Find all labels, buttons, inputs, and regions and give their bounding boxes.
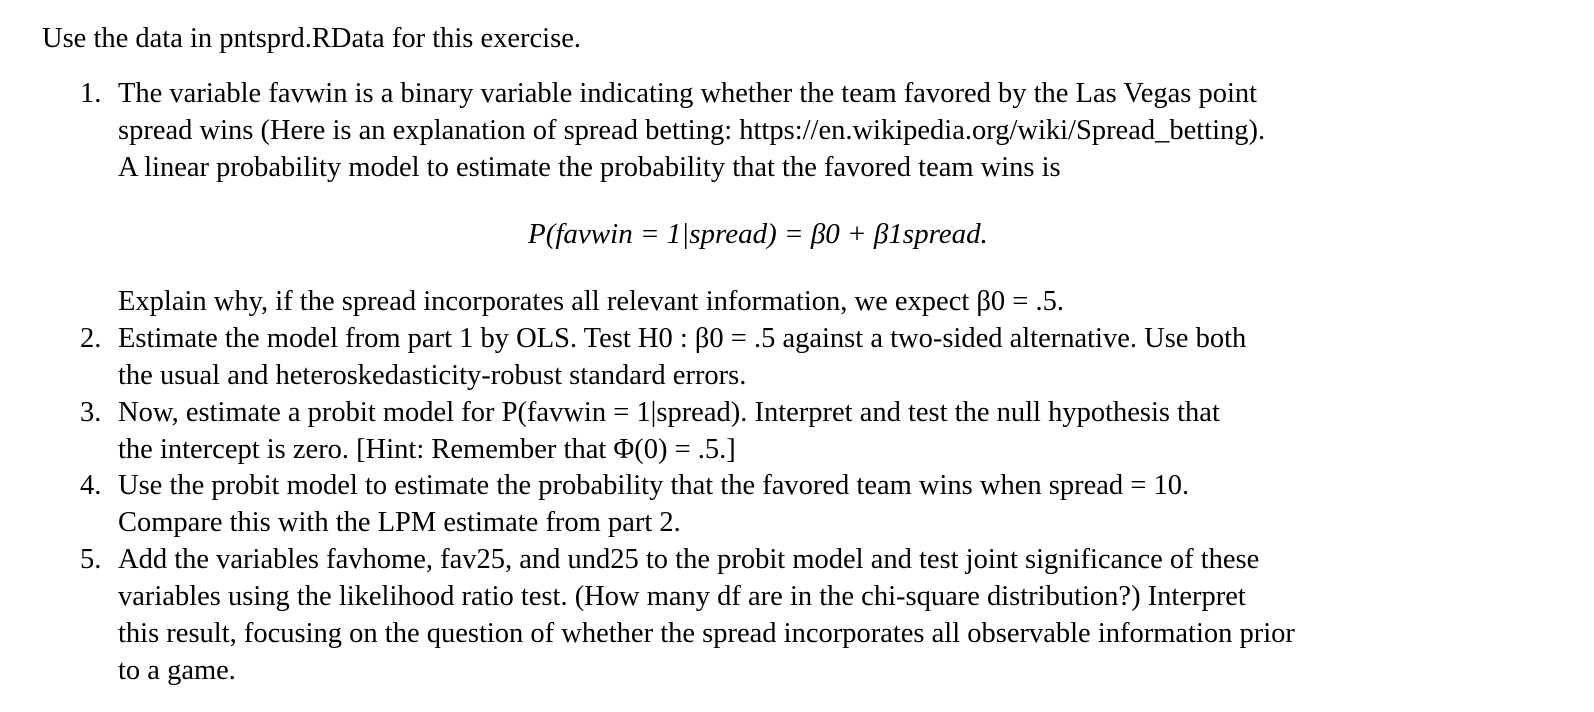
item-5-line-2: variables using the likelihood ratio test. (How many df are in the chi-square distribution?) Interpret: [118, 581, 1246, 612]
item-2-line-2: the usual and heteroskedasticity-robust standard errors.: [118, 360, 747, 391]
item-4-line-1: Use the probit model to estimate the probability that the favored team wins when spread = 10.: [118, 470, 1190, 501]
item-number-4: 4.: [80, 470, 102, 501]
item-3-line-1: Now, estimate a probit model for P(favwin = 1|spread). Interpret and test the null hypothesis that: [118, 397, 1220, 428]
item-2-line-1: Estimate the model from part 1 by OLS. Test H0 : β0 = .5 against a two-sided alternative. Use both: [118, 323, 1247, 354]
item-number-1: 1.: [80, 78, 102, 109]
item-5-line-4: to a game.: [118, 655, 236, 686]
item-4-line-2: Compare this with the LPM estimate from part 2.: [118, 507, 681, 538]
item-3-line-2: the intercept is zero. [Hint: Remember that Φ(0) = .5.]: [118, 434, 736, 465]
item-5-line-1: Add the variables favhome, fav25, and und25 to the probit model and test joint significance of these: [118, 544, 1260, 575]
item-1-line-1: The variable favwin is a binary variable indicating whether the team favored by the Las Vegas point: [118, 78, 1258, 109]
item-number-2: 2.: [80, 323, 102, 354]
item-1-equation: P(favwin = 1|spread) = β0 + β1spread.: [528, 218, 988, 250]
intro-text: Use the data in pntsprd.RData for this exercise.: [42, 23, 581, 54]
item-1-after-text: Explain why, if the spread incorporates all relevant information, we expect β0 = .5.: [118, 286, 1064, 317]
item-number-5: 5.: [80, 544, 102, 575]
item-5-line-3: this result, focusing on the question of whether the spread incorporates all observable information prior: [118, 618, 1295, 649]
item-1-line-2: spread wins (Here is an explanation of spread betting: https://en.wikipedia.org/wiki/Spread_betting).: [118, 115, 1266, 146]
item-1-line-3: A linear probability model to estimate the probability that the favored team wins is: [118, 152, 1061, 183]
item-number-3: 3.: [80, 397, 102, 428]
